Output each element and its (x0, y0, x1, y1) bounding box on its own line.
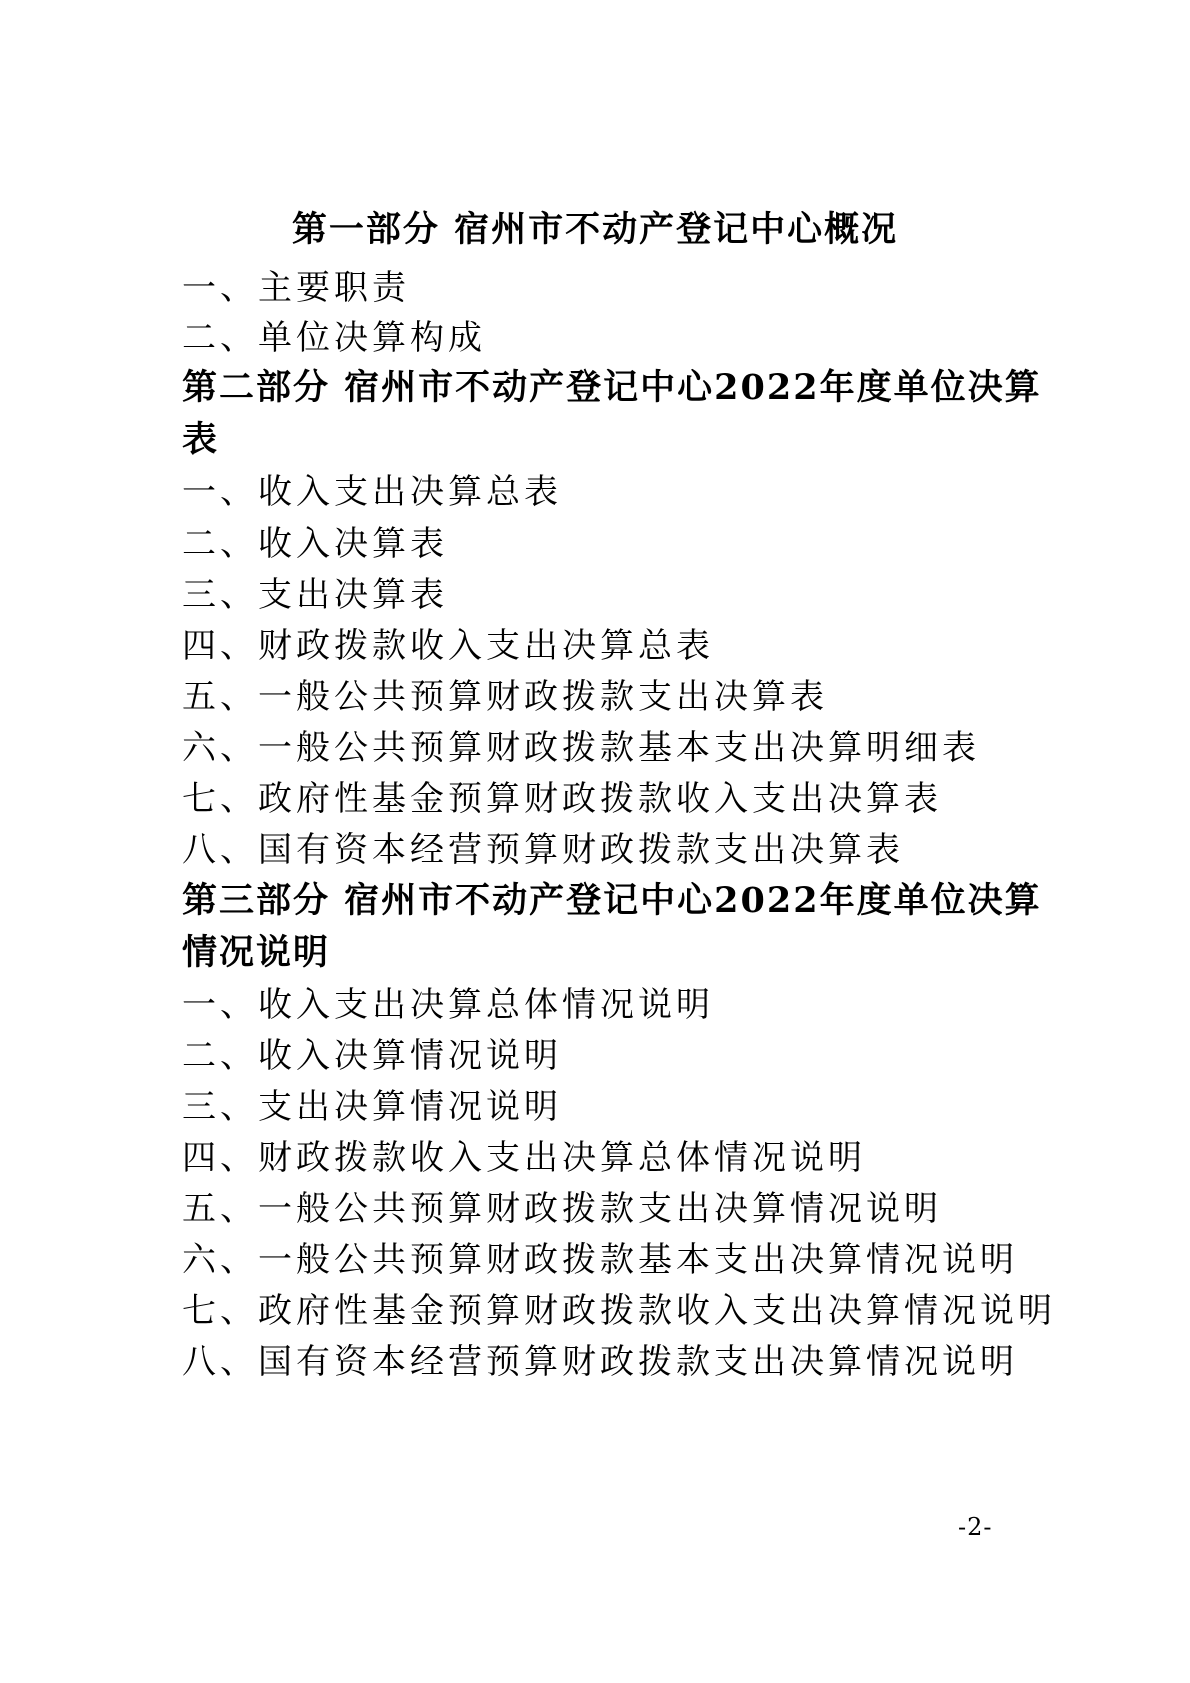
part2-item-2: 二、收入决算表 (182, 524, 448, 564)
part2-item-6: 六、一般公共预算财政拨款基本支出决算明细表 (182, 728, 980, 768)
part3-heading-line1: 第三部分 宿州市不动产登记中心2022年度单位决算 (182, 880, 1042, 921)
part1-title: 第一部分 宿州市不动产登记中心概况 (291, 209, 899, 250)
part2-heading-line2: 表 (182, 419, 220, 460)
part2-heading-line1: 第二部分 宿州市不动产登记中心2022年度单位决算 (182, 367, 1042, 408)
part2-item-4: 四、财政拨款收入支出决算总表 (182, 626, 714, 666)
part3-item-8: 八、国有资本经营预算财政拨款支出决算情况说明 (182, 1342, 1018, 1382)
part3-item-3: 三、支出决算情况说明 (182, 1087, 562, 1127)
part3-item-4: 四、财政拨款收入支出决算总体情况说明 (182, 1138, 866, 1178)
part2-item-5: 五、一般公共预算财政拨款支出决算表 (182, 677, 828, 717)
part1-item-2: 二、单位决算构成 (182, 318, 486, 358)
part3-heading-line2: 情况说明 (182, 932, 331, 973)
part3-item-7: 七、政府性基金预算财政拨款收入支出决算情况说明 (182, 1291, 1056, 1331)
part2-item-8: 八、国有资本经营预算财政拨款支出决算表 (182, 830, 904, 870)
part3-item-1: 一、收入支出决算总体情况说明 (182, 985, 714, 1025)
part3-item-2: 二、收入决算情况说明 (182, 1036, 562, 1076)
part2-item-7: 七、政府性基金预算财政拨款收入支出决算表 (182, 779, 942, 819)
part3-item-5: 五、一般公共预算财政拨款支出决算情况说明 (182, 1189, 942, 1229)
part2-item-1: 一、收入支出决算总表 (182, 472, 562, 512)
part1-item-1: 一、主要职责 (182, 268, 410, 308)
part3-item-6: 六、一般公共预算财政拨款基本支出决算情况说明 (182, 1240, 1018, 1280)
part2-item-3: 三、支出决算表 (182, 575, 448, 615)
page-number: -2- (958, 1513, 993, 1541)
